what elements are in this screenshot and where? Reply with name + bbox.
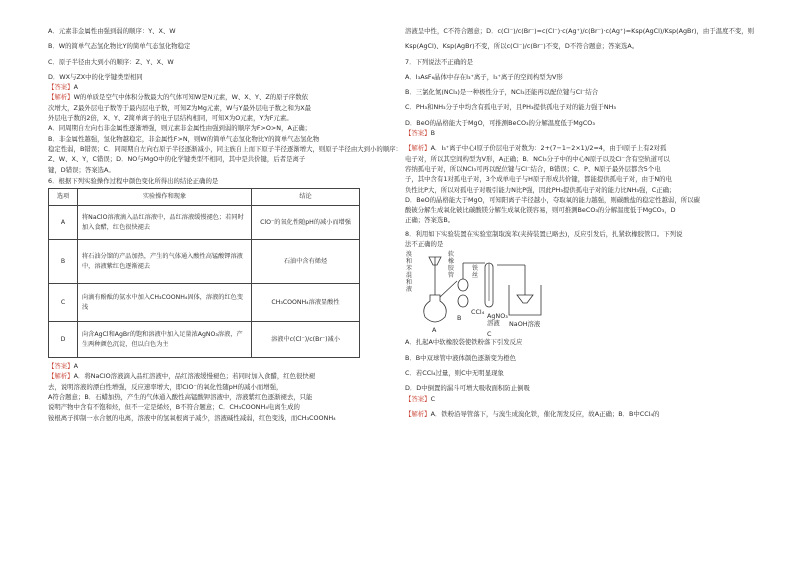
label-b: B <box>457 314 462 323</box>
cell-option: B <box>49 240 78 284</box>
q7-analysis-line: 电子对，所以其空间构型为V形，A正确；B．NCl₃分子中的中心N原子以及Cl⁻含有空轨道可以 <box>405 154 670 163</box>
analysis-label: 【解析】 <box>48 372 74 381</box>
col-header-experiment: 实验操作和现象 <box>78 189 252 206</box>
col-header-option: 选项 <box>49 189 78 206</box>
q7-analysis-line: 正确；答案选B。 <box>405 216 455 225</box>
q7-analysis-line: 酸铍分解生成氧化铍比碳酸镁分解生成氧化镁容易，则可推测BeCO₃的分解温度低于MgCO₃，D <box>405 206 676 215</box>
label-agno3: AgNO₃溶液 <box>487 312 508 328</box>
q5-analysis-line: 次增大，Z最外层电子数等于最内层电子数，可知Z为Mg元素，W与Y最外层电子数之和为X最 <box>48 103 311 112</box>
q8-option-b: B．B中双球管中液体颜色逐渐变为橙色 <box>405 353 517 362</box>
answer-value: C <box>430 394 436 403</box>
q5-analysis-line: 键，D错误；答案选A。 <box>48 165 115 174</box>
cell-conclusion: 石油中含有烯烃 <box>252 240 360 284</box>
label-iron: 铁丝 <box>471 265 478 280</box>
q7-option-c: C．PH₃和NH₃分子中均含有孤电子对，且PH₃提供孤电子对的能力强于NH₃ <box>405 103 616 112</box>
q7-analysis-line: D．BeO的晶格能大于MgO，可知阳离子半径越小，夺取氧的能力越强，则碳酸盐的稳定性越弱，所以碳 <box>405 195 700 204</box>
cell-conclusion: 溶液中c(Cl⁻)/c(Br⁻)减小 <box>252 322 360 358</box>
answer-value: A <box>73 83 78 92</box>
cell-conclusion: CH₃COONH₄溶液显酸性 <box>252 284 360 322</box>
tube-a-b <box>440 281 457 297</box>
bulb-2 <box>458 295 468 307</box>
apparatus-diagram <box>405 251 711 337</box>
q5-analysis-line: 外层电子数的2倍，X、Y、Z简单离子的电子层结构相同，可知X为O元素，Y为F元素。 <box>48 114 293 123</box>
q8-stem-line: 8．利用如下实验装置在实验室制取溴苯(夹持装置已略去)，反应引发后，扎紧软橡胶管口。下列说 <box>405 229 683 238</box>
label-ccl4: CCl₄ <box>471 308 485 317</box>
cell-experiment: 将石油分馏的产品加热，产生的气体通入酸性高锰酸钾溶液中，溶液紫红色逐渐褪去 <box>78 240 252 284</box>
label-naoh: NaOH溶液 <box>509 320 541 329</box>
table-row <box>49 284 360 322</box>
analysis-label: 【解析】 <box>405 409 431 418</box>
answer-label: 【答案】 <box>48 362 74 371</box>
q7-option-b: B．三氯化氮(NCl₃)是一种极性分子，NCl₃还能再以配位键与Cl⁻结合 <box>405 88 599 97</box>
analysis-label: 【解析】 <box>48 93 74 102</box>
q6-analysis-line: 说明产物中含有不饱和烃，但不一定是烯烃，B不符合题意；C．CH₃COONH₄电离生成的 <box>48 403 300 412</box>
answer-value: B <box>430 129 435 138</box>
q7-analysis-line: 负性比P大，所以对孤电子对吸引能力N比P强，因此PH₃提供孤电子对的能力比NH₃强，C正确； <box>405 185 676 194</box>
col-header-conclusion: 结论 <box>252 189 360 206</box>
q6-analysis-line: 铵根离子抑制一水合氨的电离，溶液中的氢氧根离子减少，溶液碱性减弱，红色变浅，而CH₃COONH₄ <box>48 413 336 422</box>
cell-conclusion: ClO⁻的氧化性随pH的减小而增强 <box>252 206 360 240</box>
table-row <box>49 322 360 358</box>
cell-option: C <box>49 284 78 322</box>
q6-stem: 6．根据下列实验操作过程中颜色变化所得出的结论正确的是 <box>48 176 219 185</box>
cell-experiment: 向含AgCl和AgBr的饱和溶液中加入足量浓AgNO₃溶液，产生两种颜色沉淀，但以白色为主 <box>78 322 252 358</box>
right-column <box>405 26 755 419</box>
answer-label: 【答案】 <box>405 129 431 138</box>
q8-option-a: A．扎起A中软橡胶袋使铁粉落下引发反应 <box>405 338 523 347</box>
q5-option-c: C．原子半径由大到小的顺序：Z、Y、X、W <box>48 57 174 66</box>
q8-option-d: D．D中倒置的漏斗可增大吸收面积防止倒吸 <box>405 384 530 393</box>
q5-analysis-line: Z、W、X、Y，C错误；D．NO与MgO中的化学键类型不相同，其中是共价键，后者是离子 <box>48 155 306 164</box>
q5-option-a: A．元素非金属性由强到弱的顺序：Y、X、W <box>48 27 176 35</box>
q7-analysis-line: 容纳孤电子对，所以NCl₃可再以配位键与Cl⁻结合，B错误；C．P、N原子最外层都含5个电 <box>405 164 661 173</box>
bulb-1 <box>458 279 468 291</box>
label-reagent: 溴和苯混和液 <box>405 251 412 294</box>
q6-analysis-line: 【解析】A．将NaClO溶液滴入品红溶液中，品红溶液缓慢褪色；若同时加入食醋，红色很快褪 <box>48 372 316 381</box>
table-row <box>49 240 360 284</box>
q7-analysis-line: 【解析】A．I₃⁺离子中心I原子价层电子对数为：2+(7−1−2×1)/2=4，由于I原子上有2对孤 <box>405 144 667 153</box>
q8-stem-line: 法不正确的是 <box>405 240 444 249</box>
q6-answer <box>48 361 360 371</box>
q6-analysis-line: A符合题意；B．石蜡加热，产生的气体通入酸性高锰酸钾溶液中，溶液紫红色逐渐褪去，只能 <box>48 393 313 402</box>
q5-analysis-line: B．非金属性越强，氢化物越稳定，非金属性F>N，则W的简单气态氢化物比Y的简单气态氢化物 <box>48 134 320 143</box>
answer-value: A <box>73 362 78 371</box>
continued-line: 溶液呈中性，C不符合题意；D．c(Cl⁻)/c(Br⁻)=c(Cl⁻)·c(Ag⁺)/c(Br⁻)·c(Ag⁺)=Ksp(AgCl)/Ksp(AgBr)，由于温度不变，则 <box>405 27 755 35</box>
q5-analysis-line: 稳定性弱，B错误；C．同周期自左向右原子半径逐渐减小，同主族自上而下原子半径逐渐增大，则原子半径由大到小的顺序： <box>48 144 402 153</box>
cell-option: D <box>49 322 78 358</box>
q7-option-d: D．BeO的晶格能大于MgO，可推测BeCO₃的分解温度低于MgCO₃ <box>405 118 595 127</box>
label-c: C <box>487 330 492 339</box>
cell-experiment: 将NaClO溶液滴入品红溶液中，品红溶液缓慢褪色；若同时加入食醋，红色很快褪去 <box>78 206 252 240</box>
table-header-row <box>49 189 360 206</box>
flask-a <box>424 295 446 322</box>
q8-analysis-line: 【解析】A．铁粉沿导管落下，与溴生成溴化铁，催化剂发反应，故A正确；B．B中CCl₄的 <box>405 409 660 418</box>
q7-answer <box>405 128 711 138</box>
q5-option-d: D．WX与ZX中的化学键类型相同 <box>48 72 143 81</box>
q8-option-c: C．若CCl₄过量，则C中无明显现象 <box>405 368 504 377</box>
label-tube: 软橡胶管 <box>447 251 454 280</box>
continued-line: Ksp(AgCl)、Ksp(AgBr)不变，所以c(Cl⁻)/c(Br⁻)不变，D不符合题意；答案选A。 <box>405 42 639 51</box>
answer-label: 【答案】 <box>405 394 431 403</box>
cell-experiment: 向滴有酚酞的氨水中加入CH₃COONH₄固体，溶液的红色变浅 <box>78 284 252 322</box>
table-row <box>49 206 360 240</box>
q7-analysis-line: 子，其中含有1对孤电子对，3个成单电子与H原子形成共价键，都能提供孤电子对，由于N的电 <box>405 175 672 184</box>
analysis-label: 【解析】 <box>405 144 431 153</box>
q6-table <box>48 188 360 358</box>
q5-option-b: B．W的简单气态氢化物比Y的简单气态氢化物稳定 <box>48 42 191 51</box>
label-a: A <box>432 326 437 335</box>
q8-answer <box>405 394 711 404</box>
cell-option: A <box>49 206 78 240</box>
q6-analysis-line: 去，说明溶液的漂白性增强，反应速率增大，即ClO⁻的氧化性随pH的减小而增强， <box>48 382 283 391</box>
left-column <box>48 26 402 423</box>
q5-analysis-line: A．同周期自左向右非金属性逐渐增强，则元素非金属性由强到弱的顺序为F>O>N，A正确； <box>48 124 312 133</box>
q7-option-a: A．I₃AsF₆晶体中存在I₃⁺离子，I₃⁺离子的空间构型为V形 <box>405 72 563 81</box>
answer-label: 【答案】 <box>48 83 74 92</box>
inverted-funnel <box>517 295 533 303</box>
q5-answer <box>48 82 360 92</box>
q5-analysis-line: 【解析】W的单质是空气中体积分数最大的气体可知W是N元素，W、X、Y、Z的原子序数依 <box>48 93 309 102</box>
q7-stem: 7．下列说法不正确的是 <box>405 57 473 66</box>
